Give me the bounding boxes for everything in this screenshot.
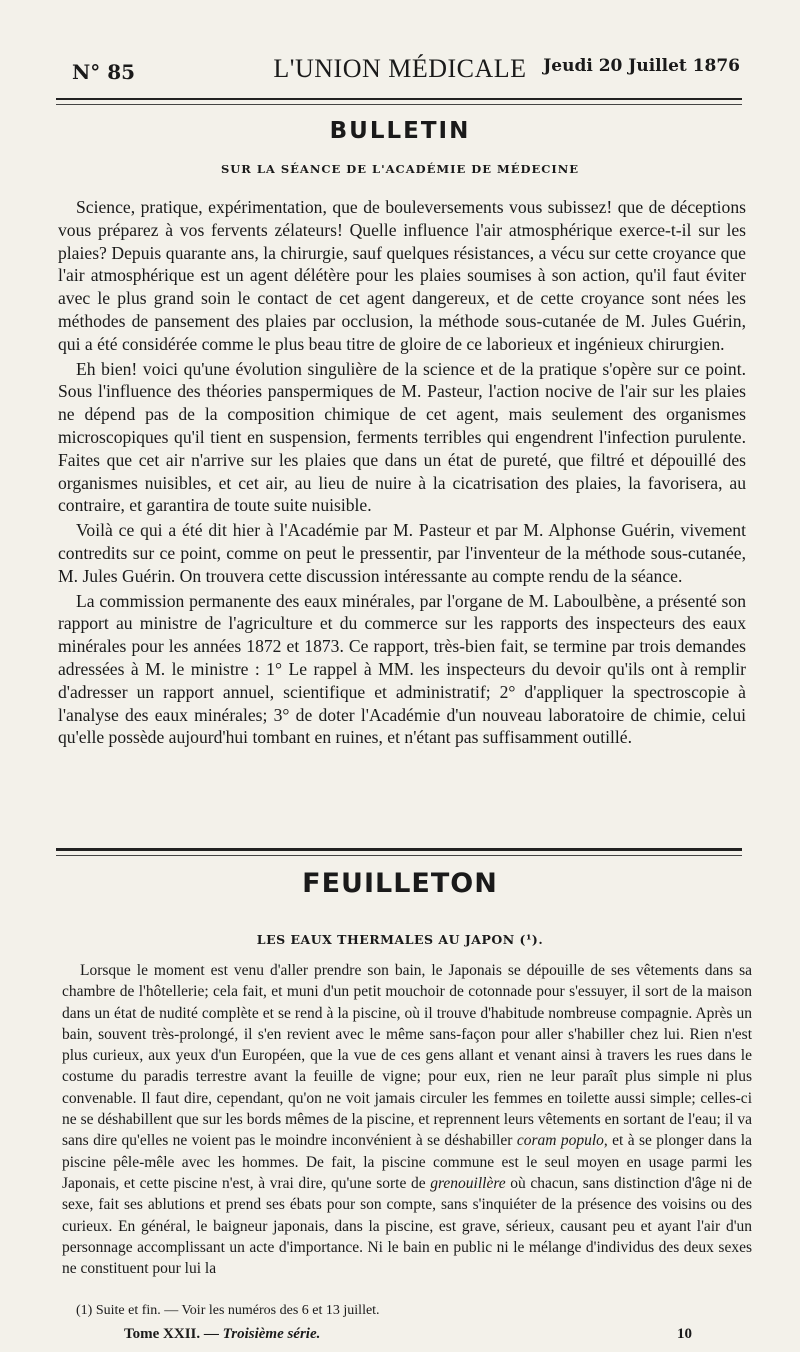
feuilleton-subtitle: LES EAUX THERMALES AU JAPON (¹). (256, 932, 544, 947)
header-rule-thin (56, 104, 742, 105)
feuilleton-rule (56, 848, 742, 851)
bulletin-heading: BULLETIN (329, 118, 471, 144)
issue-date: Jeudi 20 Juillet 1876 (543, 56, 740, 76)
footer-serie: Troisième série. (222, 1326, 321, 1342)
feuilleton-italic-a: coram populo (516, 1132, 604, 1150)
footnote: (1) Suite et fin. — Voir les numéros des 6 et 13 juillet. (76, 1303, 380, 1318)
feuilleton-italic-b: grenouillère (430, 1174, 506, 1192)
feuilleton-text-a: Lorsque le moment est venu d'aller prendre son bain, le Japonais se dépouille de ses vêtements dans sa chambre de l'hôtellerie; cela fait, et muni d'un petit mouchoir de cotonnade pour s'essuyer, il sort de la maison dans un état de nudité complète et se rend à la piscine, où il trouve d'habitude nombreuse compagnie. Après un bain, souvent très-prolongé, il s'en revient avec le même sans-façon pour aller s'habiller chez lui. Rien n'est plus curieux, aux yeux d'un Européen, que la vue de ces gens allant et venant ainsi à travers les rues dans le costume du paradis terrestre avant la feuille de vigne; pour eux, rien ne leur paraît plus simple ni plus convenable. Il faut dire, cependant, qu'on ne voit jamais circuler les femmes en toilette aussi simple; celles-ci ne se déshabillent que sur les bords mêmes de la piscine, et reprennent leurs vêtements en sortant de l'eau; il va sans dire qu'elles ne voient pas le moindre inconvénient à se déshabiller (62, 962, 752, 1150)
feuilleton-rule-thin (56, 855, 742, 856)
page-footer (124, 1326, 692, 1346)
footer-tome (124, 1326, 320, 1343)
page-header (60, 52, 740, 92)
feuilleton-body (62, 960, 752, 1279)
bulletin-body (58, 196, 746, 751)
feuilleton-paragraph (62, 960, 752, 1279)
journal-title: L'UNION MÉDICALE (273, 54, 527, 83)
bulletin-paragraph: Science, pratique, expérimentation, que de bouleversements vous subissez! que de déceptions vous préparez à vos fervents zélateurs! Quelle influence l'air atmosphérique exerce-t-il sur les plaies? Depuis quarante ans, la chirurgie, sauf quelques résistances, a vécu sur cette croyance que l'air atmosphérique est un agent délétère pour les plaies soumises à son action, qu'il faut éviter avec le plus grand soin le contact de cet agent dangereux, et de cette croyance sont nées les méthodes de pansement des plaies par occlusion, la méthode sous-cutanée de M. Jules Guérin, qui a été considérée comme le plus beau titre de gloire de ce laborieux et ingénieux chirurgien. (58, 197, 746, 354)
feuilleton-text-b: , et à se plonger dans la piscine pêle-mêle avec les hommes. De fait, la piscine commune est le seul moyen en usage parmi les Japonais, et cette piscine n'est, à vrai dire, qu'une sorte de (62, 1132, 752, 1192)
header-rule (56, 98, 742, 100)
page-number: 10 (677, 1326, 692, 1342)
feuilleton-text-c: où chacun, sans distinction d'âge ni de sexe, fait ses ablutions et prend ses ébats pour son compte, sans s'inquiéter de la présence des voisins ou des curieux. En général, le baigneur japonais, dans la piscine, est grave, sérieux, causant peu et ayant l'air d'un personnage accomplissant un acte d'importance. Ni le bain en public ni le mélange d'individus des deux sexes ne constituent pour lui la (62, 1174, 753, 1278)
feuilleton-heading: FEUILLETON (302, 868, 498, 899)
bulletin-paragraph: Voilà ce qui a été dit hier à l'Académie par M. Pasteur et par M. Alphonse Guérin, vivement contredits sur ce point, comme on peut le pressentir, par l'inventeur de la méthode sous-cutanée, M. Jules Guérin. On trouvera cette discussion intéressante au compte rendu de la séance. (58, 520, 746, 586)
bulletin-subtitle: SUR LA SÉANCE DE L'ACADÉMIE DE MÉDECINE (220, 162, 580, 176)
issue-number: N° 85 (72, 60, 136, 84)
footer-tome-number: Tome XXII. — (124, 1326, 219, 1342)
bulletin-paragraph: La commission permanente des eaux minérales, par l'organe de M. Laboulbène, a présenté son rapport au ministre de l'agriculture et du commerce sur les rapports des inspecteurs des eaux minérales pour les années 1872 et 1873. Ce rapport, très-bien fait, se termine par trois demandes adressées à M. le ministre : 1° Le rappel à MM. les inspecteurs du devoir qu'ils ont à remplir d'adresser un rapport annuel, scientifique et administratif; 2° d'appliquer la spectroscopie à l'analyse des eaux minérales; 3° de doter l'Académie d'un nouveau laboratoire de chimie, celui qu'elle possède aujourd'hui tombant en ruines, et n'étant pas suffisamment outillé. (58, 590, 746, 748)
bulletin-paragraph: Eh bien! voici qu'une évolution singulière de la science et de la pratique s'opère sur ce point. Sous l'influence des théories panspermiques de M. Pasteur, l'action nocive de l'air sur les plaies ne dépend pas de la composition chimique de cet agent, mais seulement des organismes microscopiques qu'il tient en suspension, ferments terribles qui engendrent l'infection purulente. Faites que cet air n'arrive sur les plaies que dans un état de pureté, que filtré et dépouillé des organismes nuisibles, et cet air, au lieu de nuire à la cicatrisation des plaies, la favorisera, au contraire, et garantira de toute suite nuisible. (58, 358, 746, 516)
